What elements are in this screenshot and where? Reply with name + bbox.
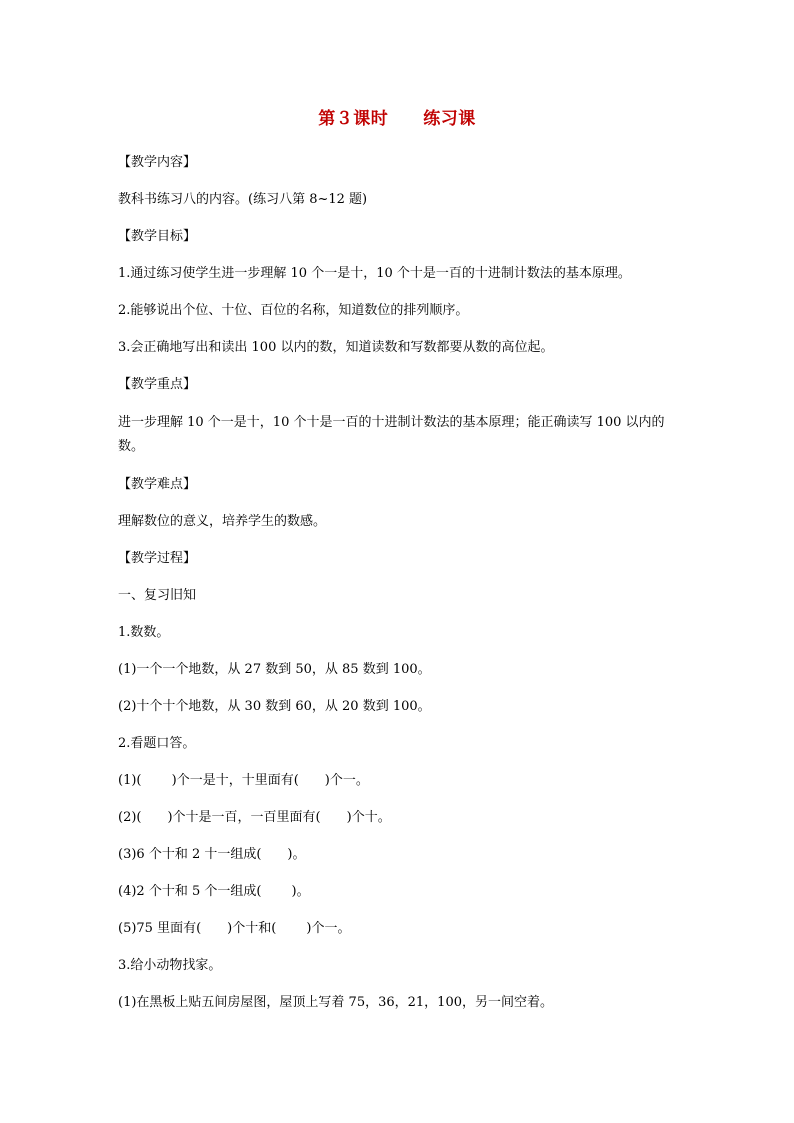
process-part-1: 一、复习旧知 <box>118 588 197 603</box>
content-text: 教科书练习八的内容。(练习八第 8~12 题) <box>118 192 368 207</box>
objective-3: 3.会正确地写出和读出 100 以内的数，知道读数和写数都要从数的高位起。 <box>118 340 554 355</box>
page-title: 第３课时 练习课 <box>318 109 476 129</box>
objective-2: 2.能够说出个位、十位、百位的名称，知道数位的排列顺序。 <box>118 303 469 318</box>
key-points-text: 进一步理解 10 个一是十，10 个十是一百的十进制计数法的基本原理；能正确读写 100 以内的数。 <box>118 415 665 454</box>
section-heading-process: 【教学过程】 <box>118 551 197 566</box>
section-heading-difficulties: 【教学难点】 <box>118 477 197 492</box>
step-animal-home-1: (1)在黑板上贴五间房屋图，屋顶上写着 75，36，21，100，另一间空着。 <box>118 995 553 1010</box>
step-oral-5: (5)75 里面有( )个十和( )个一。 <box>118 921 351 936</box>
objective-1: 1.通过练习使学生进一步理解 10 个一是十，10 个十是一百的十进制计数法的基本原理。 <box>118 266 631 281</box>
step-count-1: (1)一个一个地数，从 27 数到 50，从 85 数到 100。 <box>118 662 431 677</box>
section-heading-objectives: 【教学目标】 <box>118 229 197 244</box>
step-animal-home: 3.给小动物找家。 <box>118 958 222 973</box>
section-heading-content: 【教学内容】 <box>118 155 197 170</box>
step-oral-1: (1)( )个一是十，十里面有( )个一。 <box>118 773 369 788</box>
document-body <box>118 152 678 1029</box>
step-oral-3: (3)6 个十和 2 十一组成( )。 <box>118 847 306 862</box>
step-count: 1.数数。 <box>118 625 170 640</box>
step-oral: 2.看题口答。 <box>118 736 196 751</box>
difficulties-text: 理解数位的意义，培养学生的数感。 <box>118 514 327 529</box>
step-oral-2: (2)( )个十是一百，一百里面有( )个十。 <box>118 810 391 825</box>
section-heading-key-points: 【教学重点】 <box>118 377 197 392</box>
step-count-2: (2)十个十个地数，从 30 数到 60，从 20 数到 100。 <box>118 699 431 714</box>
step-oral-4: (4)2 个十和 5 个一组成( )。 <box>118 884 310 899</box>
